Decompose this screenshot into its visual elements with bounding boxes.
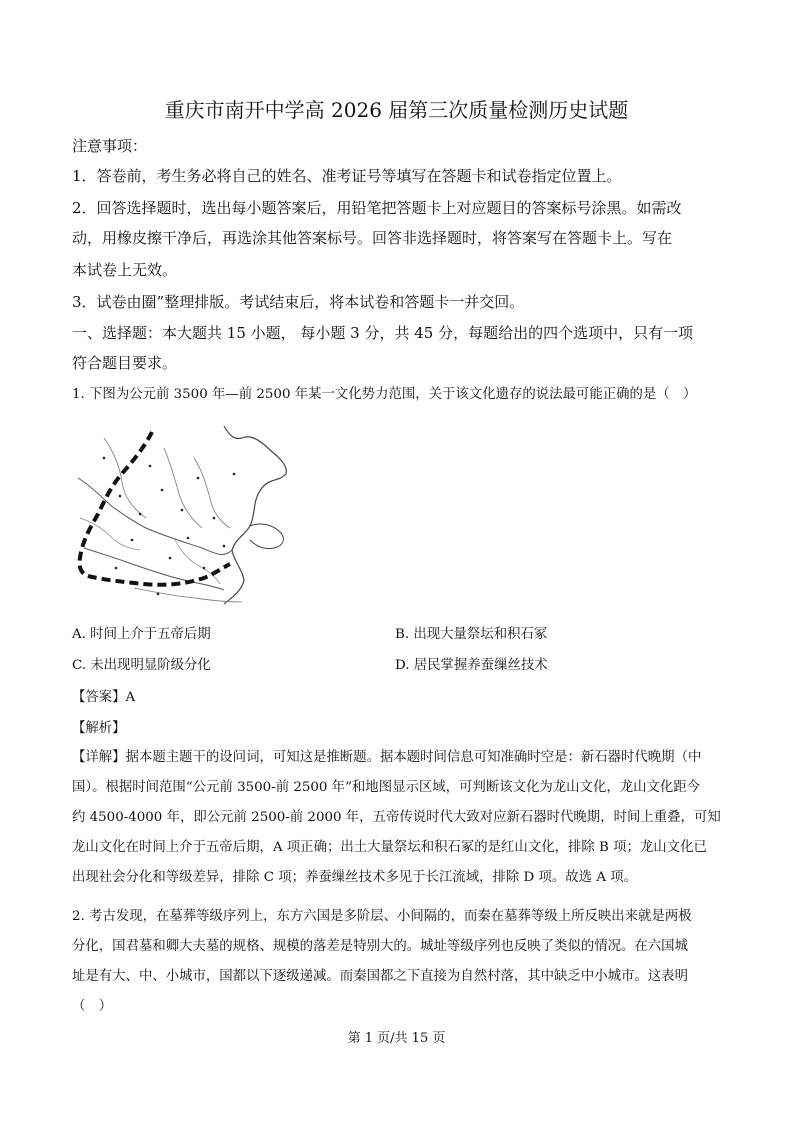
map-figure [74, 418, 296, 608]
section-heading-line-1: 一、选择题：本大题共 15 小题， 每小题 3 分，共 45 分，每题给出的四个选项中，只有一项 [72, 324, 694, 342]
option-d: D. 居民掌握养蚕缫丝技术 [395, 658, 548, 673]
question-2-line-4: （ ） [72, 999, 113, 1014]
detail-line-5: 出现社会分化和等级差异，排除 C 项；养蚕缫丝技术多见于长江流域，排除 D 项。故选 A 项。 [72, 870, 638, 885]
notice-line-5: 3．试卷由圈”整理排版。考试结束后，将本试卷和答题卡一并交回。 [72, 293, 525, 311]
analysis-label: 【解析】 [72, 721, 126, 736]
page-footer: 第 1 页/共 15 页 [347, 1031, 446, 1046]
detail-line-4: 龙山文化在时间上介于五帝后期，A 项正确；出土大量祭坛和积石冢的是红山文化，排除 B 项；龙山文化已 [72, 840, 707, 855]
option-b: B. 出现大量祭坛和积石冢 [395, 627, 548, 642]
notice-line-4: 本试卷上无效。 [72, 261, 178, 279]
answer-label: 【答案】A [72, 690, 136, 705]
notice-line-2: 2．回答选择题时，选出每小题答案后，用铅笔把答题卡上对应题目的答案标号涂黑。如需改 [72, 199, 682, 217]
detail-line-1: 【详解】据本题主题干的设问词，可知这是推断题。据本题时间信息可知准确时空是：新石器时代晚期（中 [72, 750, 702, 765]
question-2-line-1: 2. 考古发现，在墓葬等级序列上，东方六国是多阶层、小间隔的，而秦在墓葬等级上所反映出来就是两极 [72, 909, 692, 924]
question-1-stem: 1. 下图为公元前 3500 年—前 2500 年某一文化势力范围，关于该文化遗存的说法最可能正确的是（ ） [72, 387, 697, 402]
notice-line-1: 1．答卷前，考生务必将自己的姓名、准考证号等填写在答题卡和试卷指定位置上。 [72, 167, 622, 185]
question-2-line-3: 址是有大、中、小城市，国都以下逐级递减。而秦国都之下直接为自然村落，其中缺乏中小城市。这表明 [72, 969, 688, 984]
page-title: 重庆市南开中学高 2026 届第三次质量检测历史试题 [164, 98, 629, 122]
detail-line-2: 国）。根据时间范围“公元前 3500-前 2500 年”和地图显示区域，可判断该文化为龙山文化，龙山文化距今 [72, 780, 701, 795]
option-c: C. 未出现明显阶级分化 [72, 658, 211, 673]
notice-line-3: 动，用橡皮擦干净后，再选涂其他答案标号。回答非选择题时，将答案写在答题卡上。写在 [72, 229, 673, 247]
question-2-line-2: 分化，国君墓和卿大夫墓的规格、规模的落差是特别大的。城址等级序列也反映了类似的情况。在六国城 [72, 939, 688, 954]
option-a: A. 时间上介于五帝后期 [72, 627, 211, 642]
notice-heading: 注意事项： [72, 137, 148, 155]
detail-line-3: 约 4500-4000 年，即公元前 2500-前 2000 年，五帝传说时代大致对应新石器时代晚期，时间上重叠，可知 [72, 810, 721, 825]
section-heading-line-2: 符合题目要求。 [72, 354, 178, 372]
